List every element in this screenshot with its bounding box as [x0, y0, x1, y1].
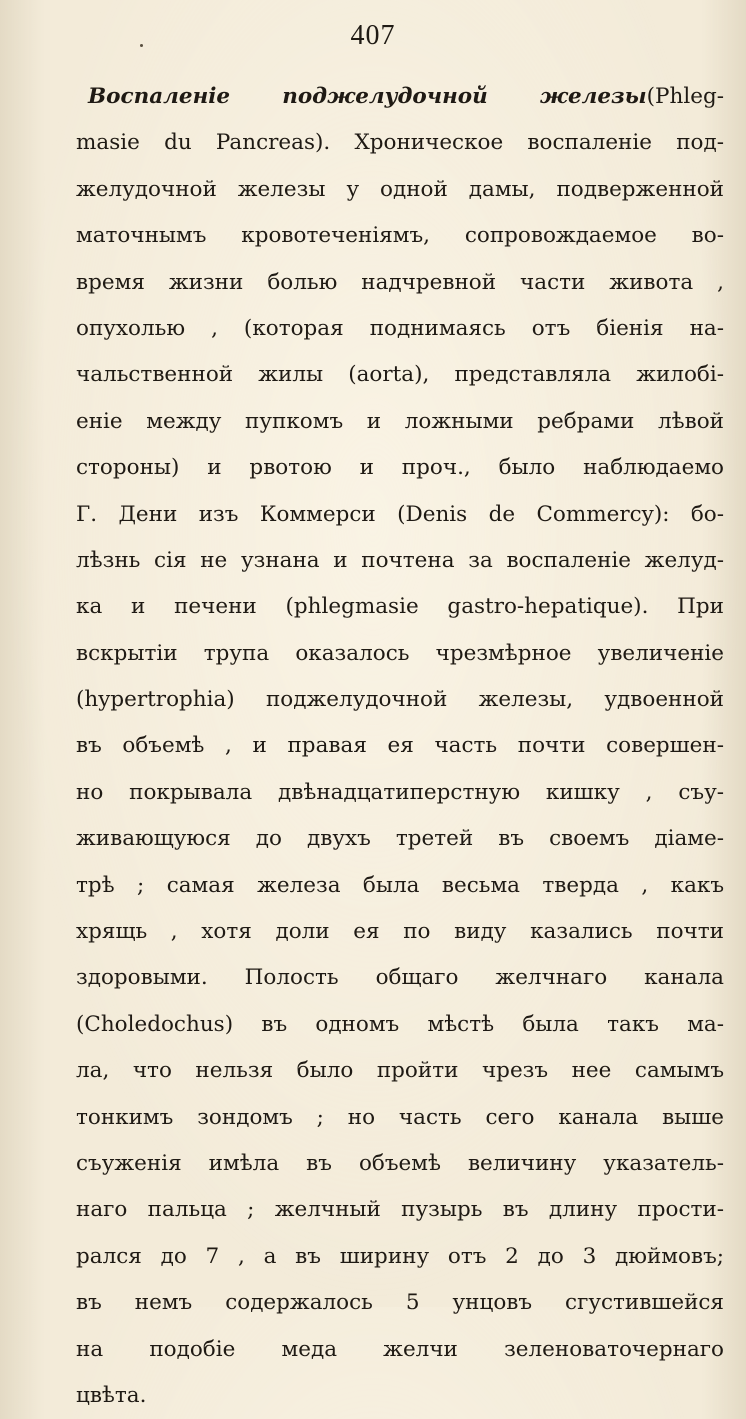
- text-line: ка и печени (phlegmasie gastro-hepatique). При: [76, 594, 724, 620]
- text-line: еніе между пупкомъ и ложными ребрами лѣвой: [76, 408, 724, 434]
- text-line: чальственной жилы (aorta), представляла жилобі-: [76, 362, 724, 388]
- text-line: цвѣта.: [76, 1382, 147, 1408]
- text-line: masie du Pancreas). Хроническое воспаленіе под-: [76, 130, 724, 156]
- text-line: на подобіе меда желчи зеленоваточернаго: [76, 1336, 724, 1362]
- article-heading: Воспаленіе поджелудочной железы: [88, 84, 647, 109]
- text-line: съуженія имѣла въ объемѣ величину указатель-: [76, 1150, 724, 1176]
- text-line: живающуюся до двухъ третей въ своемъ діаме-: [76, 826, 724, 852]
- text-line: хрящь , хотя доли ея по виду казались почти: [76, 919, 724, 945]
- text-line: но покрывала двѣнадцатиперстную кишку , съу-: [76, 779, 724, 805]
- text-line: [76, 74, 724, 120]
- text-line: (Choledochus) въ одномъ мѣстѣ была такъ ма-: [76, 1011, 724, 1037]
- text-line: ла, что нельзя было пройти чрезъ нее самымъ: [76, 1058, 724, 1084]
- page-number: 407: [350, 20, 396, 51]
- text-line: вскрытіи трупа оказалось чрезмѣрное увеличеніе: [76, 640, 724, 666]
- text-line: тонкимъ зондомъ ; но часть сего канала выше: [76, 1104, 724, 1130]
- text-line: въ немъ содержалось 5 унцовъ сгустившейся: [76, 1290, 724, 1316]
- text-line: лѣзнь сія не узнана и почтена за воспаленіе желуд-: [76, 547, 724, 573]
- text-line: опухолью , (которая поднимаясь отъ біенія на-: [76, 315, 724, 341]
- text-line: рался до 7 , а въ ширину отъ 2 до 3 дюймовъ;: [76, 1243, 724, 1269]
- text-line: стороны) и рвотою и проч., было наблюдаемо: [76, 455, 724, 481]
- text-line: (hypertrophia) поджелудочной железы, удвоенной: [76, 687, 724, 713]
- text-line: въ объемѣ , и правая ея часть почти совершен-: [76, 733, 724, 759]
- text-line-segment: (Phleg-: [646, 84, 724, 109]
- article-body: [76, 74, 724, 1419]
- text-line: наго пальца ; желчный пузырь въ длину прости-: [76, 1197, 724, 1223]
- text-line: желудочной железы у одной дамы, подверженной: [76, 176, 724, 202]
- text-line: трѣ ; самая железа была весьма тверда , какъ: [76, 872, 724, 898]
- ink-speck: [140, 44, 143, 47]
- text-line: Г. Дени изъ Коммерси (Denis de Commercy): бо-: [76, 501, 724, 527]
- text-line: время жизни болью надчревной части живота ,: [76, 269, 724, 295]
- text-line: здоровыми. Полость общаго желчнаго канала: [76, 965, 724, 991]
- text-line: маточнымъ кровотеченіямъ, сопровождаемое во-: [76, 223, 724, 249]
